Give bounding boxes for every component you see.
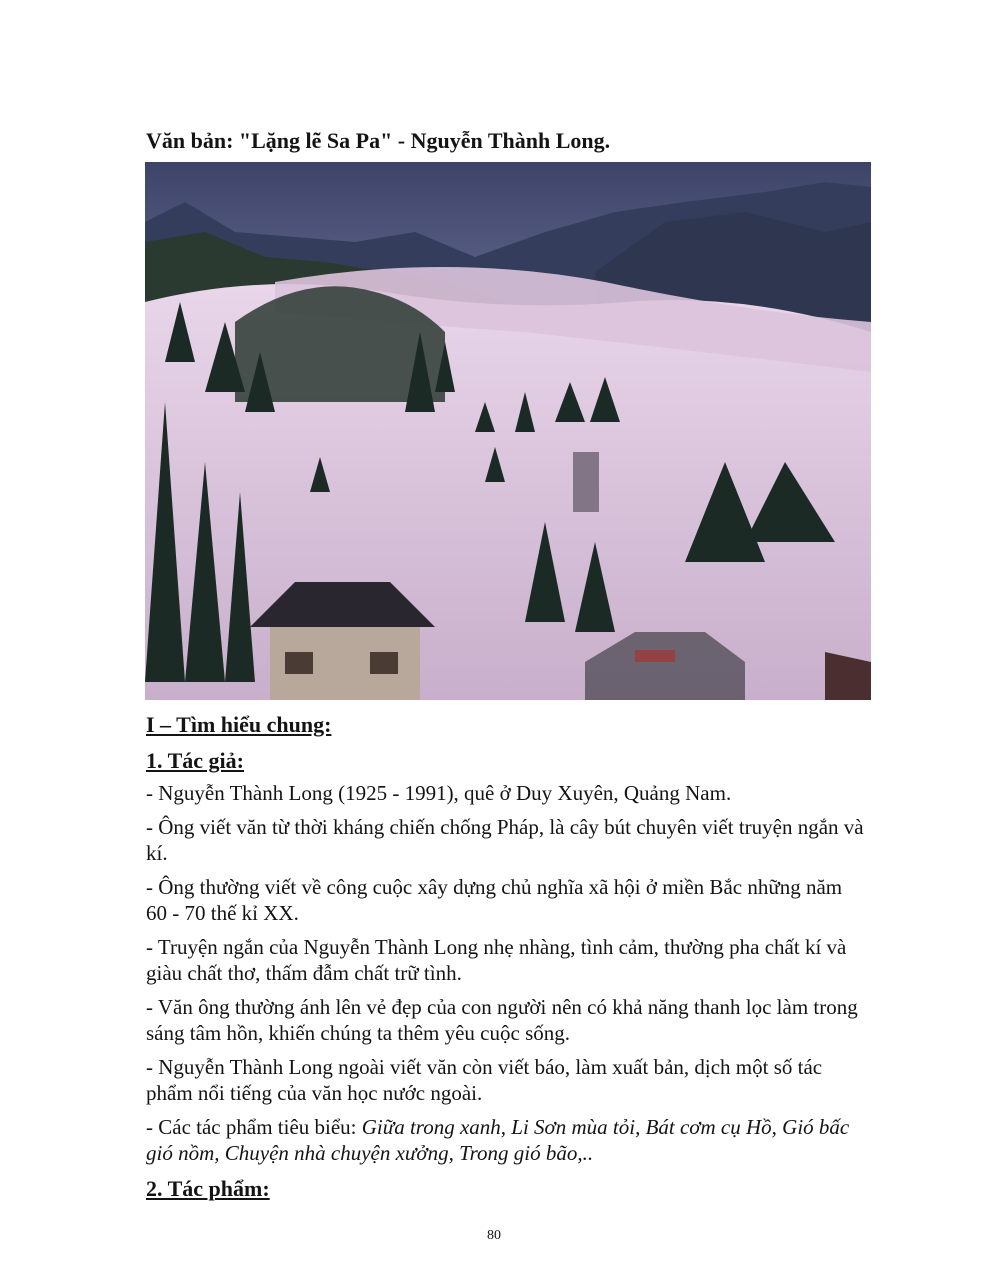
page-number: 80 bbox=[487, 1228, 501, 1243]
works-paragraph bbox=[146, 1114, 866, 1166]
window-right bbox=[370, 652, 398, 674]
document-body bbox=[146, 710, 866, 1204]
subsection-work-heading: 2. Tác phẩm: bbox=[146, 1176, 270, 1201]
paragraph: - Nguyễn Thành Long ngoài viết văn còn viết báo, làm xuất bản, dịch một số tác phẩm nổi tiếng của văn học nước ngoài. bbox=[146, 1055, 823, 1105]
document-title: Văn bản: "Lặng lẽ Sa Pa" - Nguyễn Thành Long. bbox=[146, 128, 611, 153]
paragraph: - Nguyễn Thành Long (1925 - 1991), quê ở Duy Xuyên, Quảng Nam. bbox=[146, 781, 732, 805]
window-left bbox=[285, 652, 313, 674]
red-roof bbox=[635, 650, 675, 662]
church-tower bbox=[573, 452, 599, 512]
works-list: Giữa trong xanh, Li Sơn mùa tỏi, Bát cơm cụ Hồ, Gió bấc gió nồm, Chuyện nhà chuyện xưởng, Trong gió bão,.. bbox=[146, 1115, 850, 1165]
subsection-author-heading: 1. Tác giả: bbox=[146, 748, 244, 773]
paragraph: - Ông thường viết về công cuộc xây dựng chủ nghĩa xã hội ở miền Bắc những năm 60 - 70 thế kỉ XX. bbox=[146, 875, 843, 925]
paragraph: - Ông viết văn từ thời kháng chiến chống Pháp, là cây bút chuyên viết truyện ngắn và kí. bbox=[146, 815, 864, 865]
paragraph: - Văn ông thường ánh lên vẻ đẹp của con người nên có khả năng thanh lọc làm trong sáng tâm hồn, khiến chúng ta thêm yêu cuộc sống. bbox=[146, 995, 858, 1045]
sa-pa-photo bbox=[145, 162, 871, 700]
works-prefix: - Các tác phẩm tiêu biểu: bbox=[146, 1115, 362, 1139]
section-heading: I – Tìm hiểu chung: bbox=[146, 712, 332, 737]
paragraph: - Truyện ngắn của Nguyễn Thành Long nhẹ nhàng, tình cảm, thường pha chất kí và giàu chất thơ, thấm đẫm chất trữ tình. bbox=[146, 935, 847, 985]
